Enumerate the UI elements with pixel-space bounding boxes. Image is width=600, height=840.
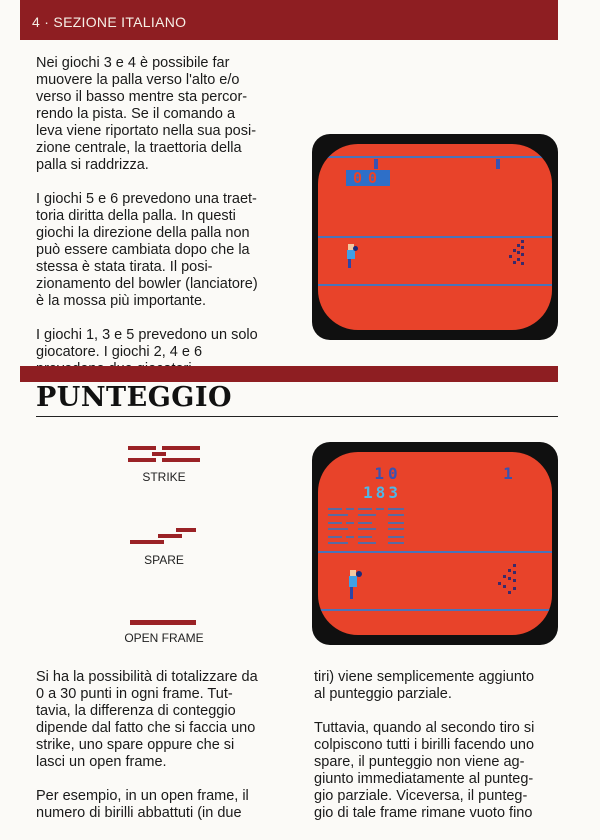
scoring-text-right bbox=[314, 669, 558, 839]
strike-label: STRIKE bbox=[142, 470, 186, 484]
open-frame-symbol bbox=[130, 620, 196, 625]
spare-label: SPARE bbox=[144, 553, 184, 567]
spare-symbol bbox=[128, 527, 200, 547]
intro-text bbox=[36, 55, 296, 395]
player-display: 1 bbox=[503, 464, 513, 483]
strike-symbol bbox=[128, 444, 200, 466]
score-display: 183 bbox=[363, 483, 401, 502]
bowler-body bbox=[349, 576, 357, 587]
divider bbox=[36, 416, 558, 417]
page-header-title: 4 · SEZIONE ITALIANO bbox=[32, 14, 187, 30]
lane-line bbox=[318, 284, 552, 286]
paragraph: Nei giochi 3 e 4 è possibile far muovere la palla verso l'alto e/o verso il basso mentre sta percor- rendo la pista. Se il comando a leva viene riportato nella sua posi- zione centrale, la traettoria della palla si raddrizza. bbox=[36, 55, 257, 173]
scorecard-marks bbox=[328, 506, 408, 546]
open-frame-label: OPEN FRAME bbox=[124, 631, 204, 645]
section-bar bbox=[20, 366, 558, 382]
game-screen bbox=[318, 144, 552, 330]
score-display: 00 bbox=[346, 170, 390, 186]
scoring-text-left bbox=[36, 669, 284, 839]
game-screenshot-1 bbox=[312, 134, 558, 340]
player-marker bbox=[496, 159, 500, 169]
pins bbox=[506, 240, 526, 268]
game-screen bbox=[318, 452, 552, 635]
ball bbox=[356, 571, 362, 577]
frame-display: 10 bbox=[374, 464, 402, 483]
section-title: PUNTEGGIO bbox=[36, 382, 232, 413]
lane-line bbox=[318, 236, 552, 238]
paragraph: I giochi 1, 3 e 5 prevedono un solo giocatore. I giochi 2, 4 e 6 bbox=[36, 327, 258, 360]
paragraph: Si ha la possibilità di totalizzare da 0 a 30 punti in ogni frame. Tut- tavia, la differenza di conteggio dipende dal fatto che si faccia uno strike, uno spare oppure che si lasci un open frame. bbox=[36, 669, 258, 770]
player-marker bbox=[374, 159, 378, 169]
game-screenshot-2 bbox=[312, 442, 558, 645]
paragraph: tiri) viene semplicemente aggiunto al punteggio parziale. bbox=[314, 669, 535, 702]
pins bbox=[494, 564, 518, 598]
lane-line bbox=[318, 551, 552, 553]
ball bbox=[353, 246, 358, 251]
bowler-body bbox=[347, 250, 355, 259]
paragraph: I giochi 5 e 6 prevedono una traet- toria diritta della palla. In questi giochi la direzione della palla non può essere cambiata dopo che la stessa è stata tirata. Il posi- zionamento del bowler (lanciatore) è la mossa più importante. bbox=[36, 191, 258, 309]
bowler-leg bbox=[348, 259, 351, 268]
paragraph: Tuttavia, quando al secondo tiro si colpiscono tutti i birilli facendo uno spare, il punteggio non viene ag- giunto immediatamente al punteg- gio parziale. Viceversa, il punteg- gio di tale frame rimane vuoto fino bbox=[314, 720, 535, 821]
bowler-leg bbox=[350, 587, 353, 599]
paragraph: Per esempio, in un open frame, il numero di birilli abbattuti (in due bbox=[36, 788, 249, 821]
lane-line bbox=[318, 609, 552, 611]
lane-line bbox=[318, 156, 552, 158]
